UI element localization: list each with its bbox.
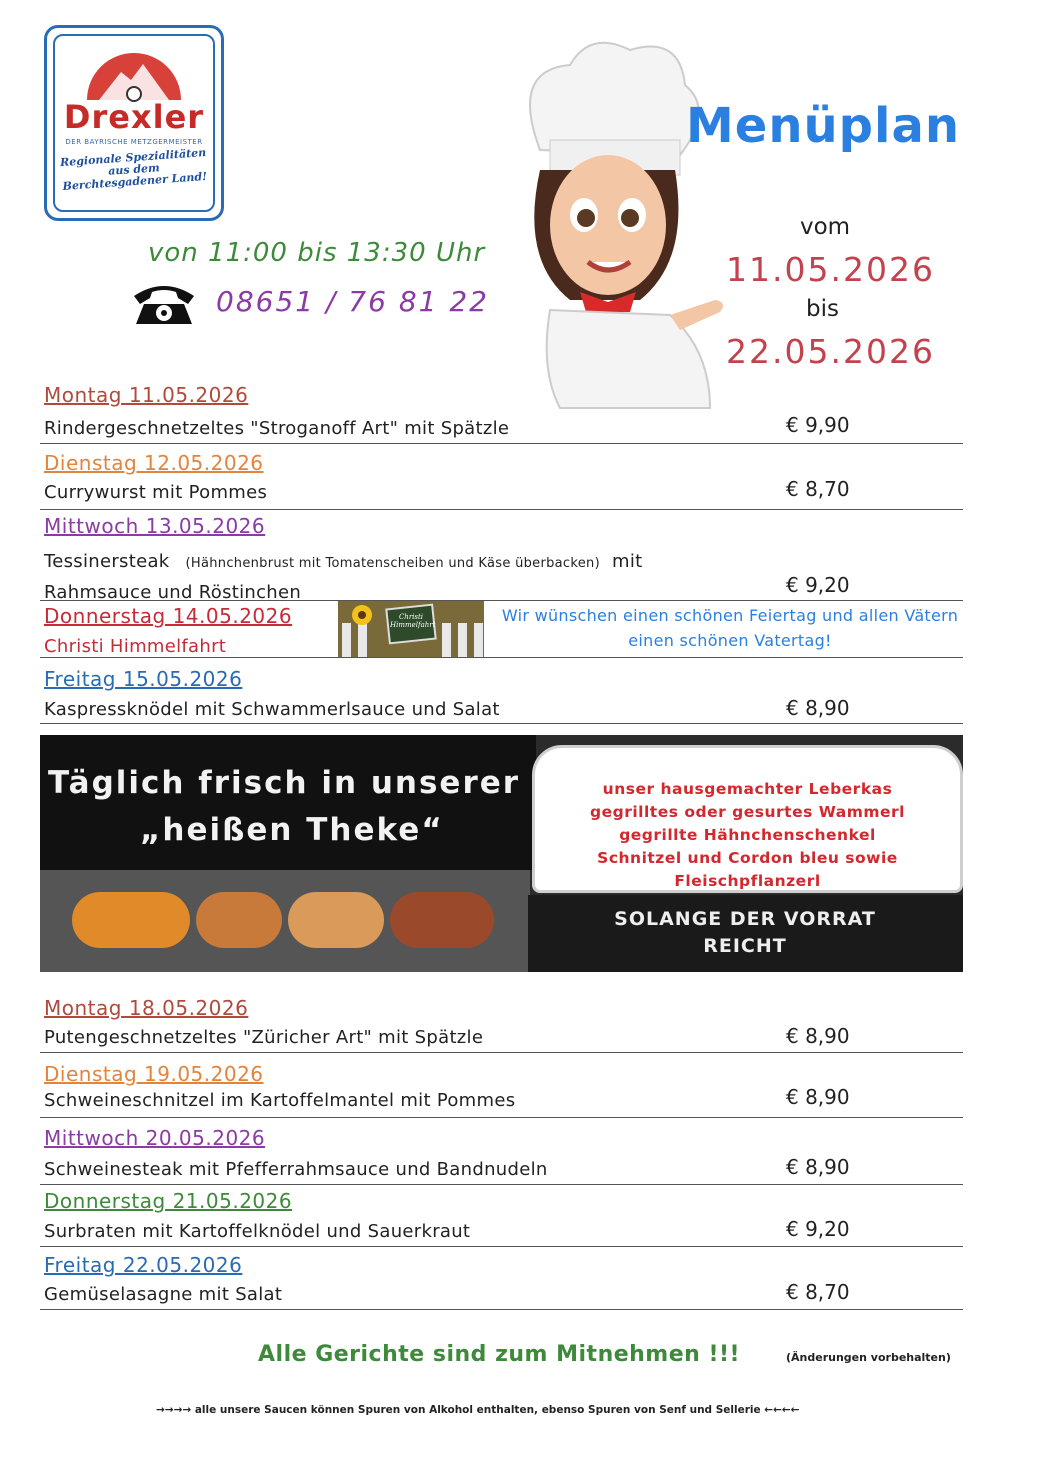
- dish-price: € 8,70: [786, 1280, 850, 1304]
- row-divider: [40, 1246, 963, 1247]
- dish-text: Rindergeschnetzeltes "Stroganoff Art" mit Spätzle: [44, 418, 510, 439]
- dish-price: € 8,90: [786, 696, 850, 720]
- dish-price: € 8,90: [786, 1024, 850, 1048]
- dish-text: Gemüselasagne mit Salat: [44, 1284, 283, 1305]
- day-heading: Mittwoch 13.05.2026: [44, 514, 266, 538]
- row-divider: [40, 657, 963, 658]
- stock-notice: [560, 906, 930, 960]
- row-divider: [40, 1052, 963, 1053]
- row-divider: [40, 509, 963, 510]
- schnitzel-image: [72, 892, 190, 948]
- dish-price: € 8,90: [786, 1155, 850, 1179]
- cordon-bleu-image: [288, 892, 384, 948]
- hot-counter-items: [540, 778, 955, 893]
- leberkas-roll-image: [196, 892, 282, 948]
- row-divider: [40, 723, 963, 724]
- dish-price: € 9,20: [786, 1217, 850, 1241]
- row-divider: [40, 1184, 963, 1185]
- dish-name: Tessinersteak: [44, 551, 170, 572]
- takeaway-note: Alle Gerichte sind zum Mitnehmen !!!: [258, 1342, 741, 1367]
- banner-title-panel: [40, 735, 536, 870]
- hot-counter-item: gegrillte Hähnchenschenkel: [619, 826, 876, 844]
- hot-counter-item: Fleischpflanzerl: [674, 872, 821, 890]
- logo-subtitle: DER BAYRISCHE METZGERMEISTER: [65, 138, 203, 146]
- banner-title-line2: „heißen Theke“: [140, 812, 444, 848]
- dish-text: Schweineschnitzel im Kartoffelmantel mit Pommes: [44, 1090, 516, 1111]
- hot-counter-item: Schnitzel und Cordon bleu sowie: [597, 849, 898, 867]
- period-from-date: 11.05.2026: [726, 250, 935, 289]
- dish-text: [44, 551, 642, 572]
- dish-note: (Hähnchenbrust mit Tomatenscheiben und Käse überbacken): [185, 556, 600, 571]
- dish-price: € 9,20: [786, 573, 850, 597]
- holiday-name: Christi Himmelfahrt: [44, 636, 227, 657]
- logo-brand: Drexler: [63, 98, 205, 136]
- dish-text: Currywurst mit Pommes: [44, 482, 268, 503]
- row-divider: [40, 1117, 963, 1118]
- dish-text: Kaspressknödel mit Schwammerlsauce und Salat: [44, 699, 500, 720]
- opening-hours: von 11:00 bis 13:30 Uhr: [148, 238, 486, 268]
- row-divider: [40, 443, 963, 444]
- day-heading: Mittwoch 20.05.2026: [44, 1126, 266, 1150]
- allergen-note: →→→→ alle unsere Saucen können Spuren von Alkohol enthalten, ebenso Spuren von Senf und Sellerie ←←←←: [156, 1404, 800, 1416]
- logo-tagline: Regionale Spezialitäten aus dem Berchtesgadener Land!: [59, 145, 208, 193]
- changes-reserved-note: (Änderungen vorbehalten): [786, 1351, 951, 1364]
- day-heading: Donnerstag 14.05.2026: [44, 604, 293, 628]
- day-heading: Freitag 15.05.2026: [44, 667, 243, 691]
- sunflower-fence-icon: [338, 601, 484, 658]
- banner-title-line1: Täglich frisch in unserer: [48, 765, 521, 801]
- stock-notice-line1: SOLANGE DER VORRAT: [614, 908, 876, 930]
- fleischpflanzerl-image: [390, 892, 494, 948]
- period-from-label: vom: [800, 214, 851, 240]
- telephone-icon: [130, 278, 198, 328]
- day-heading: Montag 11.05.2026: [44, 383, 249, 407]
- dish-price: € 8,90: [786, 1085, 850, 1109]
- day-heading: Freitag 22.05.2026: [44, 1253, 243, 1277]
- row-divider: [40, 600, 963, 601]
- period-to-label: bis: [806, 296, 839, 322]
- period-to-date: 22.05.2026: [726, 332, 935, 371]
- mountain-logo-icon: [81, 50, 187, 102]
- dish-text: Surbraten mit Kartoffelknödel und Sauerkraut: [44, 1221, 471, 1242]
- dish-text: Rahmsauce und Röstinchen: [44, 582, 302, 603]
- holiday-image: [338, 601, 484, 658]
- phone-number: 08651 / 76 81 22: [216, 285, 489, 318]
- holiday-wish: Wir wünschen einen schönen Feiertag und allen Vätern einen schönen Vatertag!: [501, 606, 959, 650]
- page-title: Menüplan: [686, 98, 961, 154]
- day-heading: Donnerstag 21.05.2026: [44, 1189, 293, 1213]
- stock-notice-line2: REICHT: [703, 935, 787, 957]
- dish-text: Schweinesteak mit Pfefferrahmsauce und Bandnudeln: [44, 1159, 548, 1180]
- dish-text: Putengeschnetzeltes "Züricher Art" mit Spätzle: [44, 1027, 484, 1048]
- day-heading: Dienstag 12.05.2026: [44, 451, 264, 475]
- day-heading: Montag 18.05.2026: [44, 996, 249, 1020]
- dish-price: € 9,90: [786, 413, 850, 437]
- dish-price: € 8,70: [786, 477, 850, 501]
- drexler-logo: [44, 25, 224, 221]
- chef-illustration: [480, 30, 730, 410]
- hot-counter-item: unser hausgemachter Leberkas: [602, 780, 893, 798]
- day-heading: Dienstag 19.05.2026: [44, 1062, 264, 1086]
- holiday-sign-text: Christi Himmelfahrt: [390, 613, 436, 629]
- dish-connector: mit: [611, 551, 643, 572]
- hot-counter-item: gegrilltes oder gesurtes Wammerl: [590, 803, 905, 821]
- row-divider: [40, 1309, 963, 1310]
